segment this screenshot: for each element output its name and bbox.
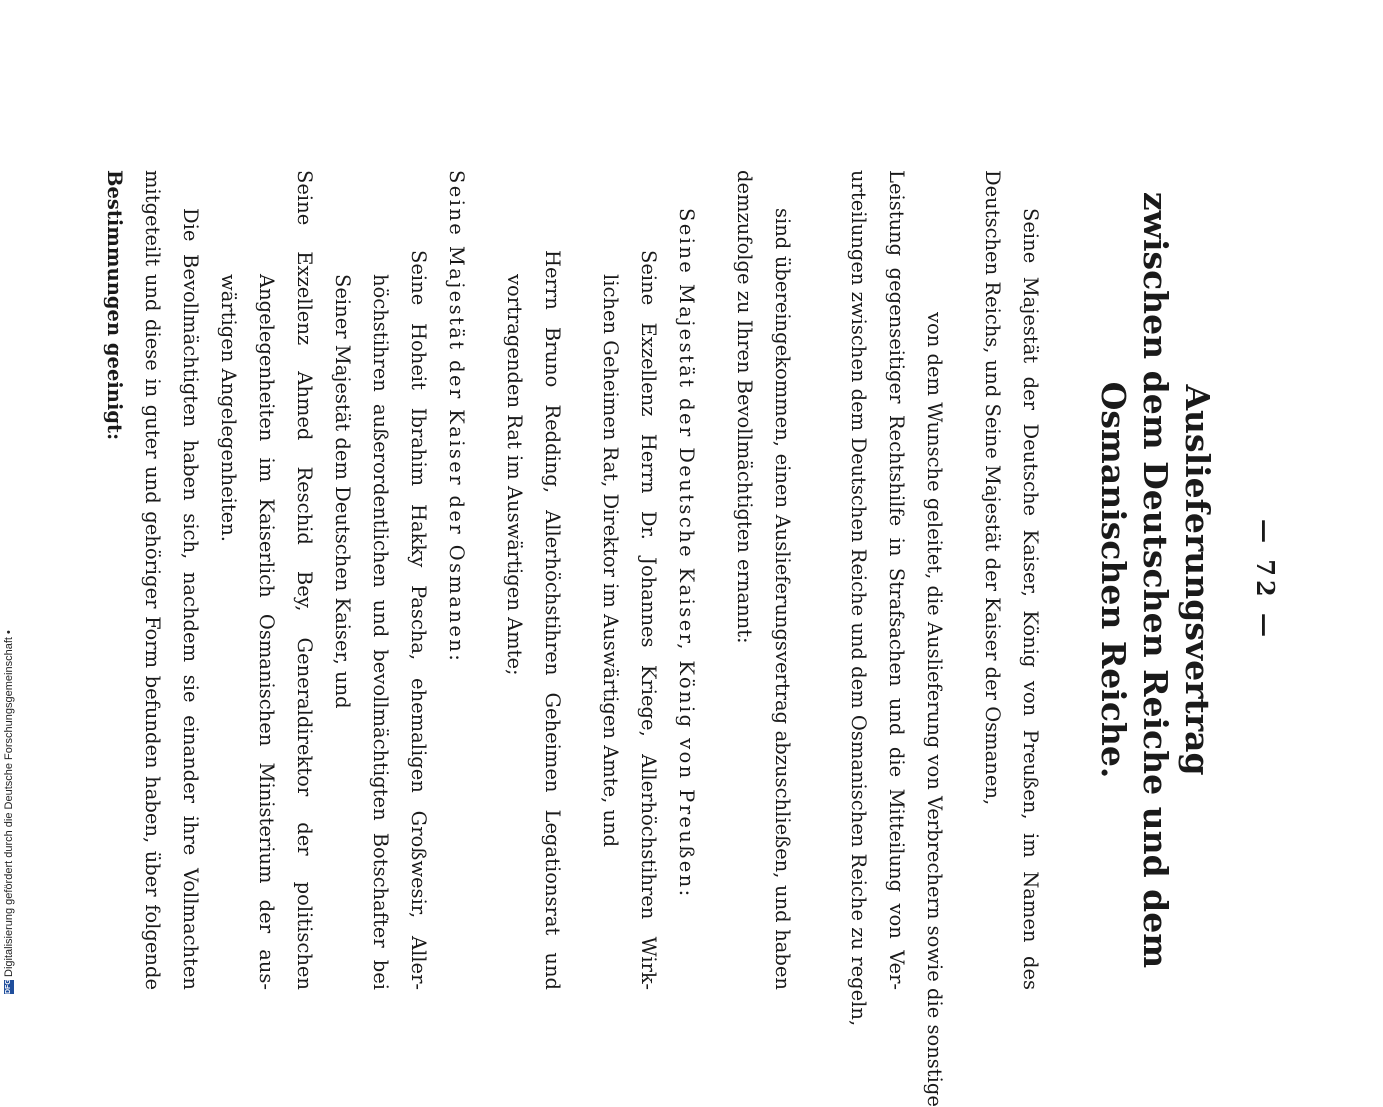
text-line: Seine Exzellenz Ahmed Reschid Bey, Generaldirektor der politischen — [293, 170, 316, 990]
footer-credit: Digitalisierung gefördert durch die Deutsche Forschungsgemeinschaft • — [3, 630, 15, 977]
text-line: sind übereingekommen, einen Auslieferungsvertrag abzuschließen, und haben — [771, 208, 794, 990]
rotated-document-page — [103, 170, 1280, 1107]
title-line-3: Osmanischen Reiche. — [1094, 381, 1133, 779]
text-line: Die Bevollmächtigten haben sich, nachdem sie einander ihre Vollmachten — [179, 208, 202, 990]
text-line: von dem Wunsche geleitet, die Auslieferung von Verbrechern sowie die sonstige — [923, 312, 946, 1107]
text-line: Bestimmungen geeinigt: — [103, 170, 126, 441]
text-line: höchstihren außerordentlichen und bevollmächtigten Botschafter bei — [369, 274, 392, 990]
text-line: lichen Geheimen Rat, Direktor im Auswärtigen Amte, und — [599, 274, 622, 848]
dfg-logo: DFG — [5, 979, 12, 994]
text-line: vortragenden Rat im Auswärtigen Amte; — [503, 274, 526, 676]
title-line-1: Auslieferungsvertrag — [1178, 384, 1217, 776]
text-line: demzufolge zu Ihren Bevollmächtigten ernannt: — [733, 170, 756, 644]
text-line: mitgeteilt und diese in guter und gehöriger Form befunden haben, über folgende — [141, 170, 164, 990]
digitization-footer — [0, 600, 18, 1000]
page-number: — 72 — — [1251, 518, 1280, 642]
text-line: Angelegenheiten im Kaiserlich Osmanischen Ministerium der aus- — [255, 274, 278, 990]
text-line: Herrn Bruno Redding, Allerhöchstihren Geheimen Legationsrat und — [541, 250, 564, 990]
text-line: Seiner Majestät dem Deutschen Kaiser, und — [331, 274, 354, 709]
text-line: Seine Hoheit Ibrahim Hakky Pascha, ehemaligen Großwesir, Aller- — [407, 250, 430, 990]
text-line: wärtigen Angelegenheiten. — [217, 274, 240, 542]
text-line: Leistung gegenseitiger Rechtshilfe in Strafsachen und die Mitteilung von Ver- — [885, 170, 908, 990]
text-line: urteilungen zwischen dem Deutschen Reiche und dem Osmanischen Reiche zu regeln, — [847, 170, 870, 1027]
text-line: Seine Majestät der Deutsche Kaiser, König von Preußen: — [675, 208, 698, 899]
text-line: Seine Majestät der Deutsche Kaiser, König von Preußen, im Namen des — [1019, 208, 1042, 990]
document-title — [1092, 170, 1218, 990]
text-line: Deutschen Reichs, und Seine Majestät der Kaiser der Osmanen, — [981, 170, 1004, 806]
text-line: Seine Exzellenz Herrn Dr. Johannes Kriege, Allerhöchstihren Wirk- — [637, 250, 660, 990]
text-line: Seine Majestät der Kaiser der Osmanen: — [445, 170, 468, 664]
title-line-2: zwischen dem Deutschen Reiche und dem — [1136, 191, 1175, 969]
